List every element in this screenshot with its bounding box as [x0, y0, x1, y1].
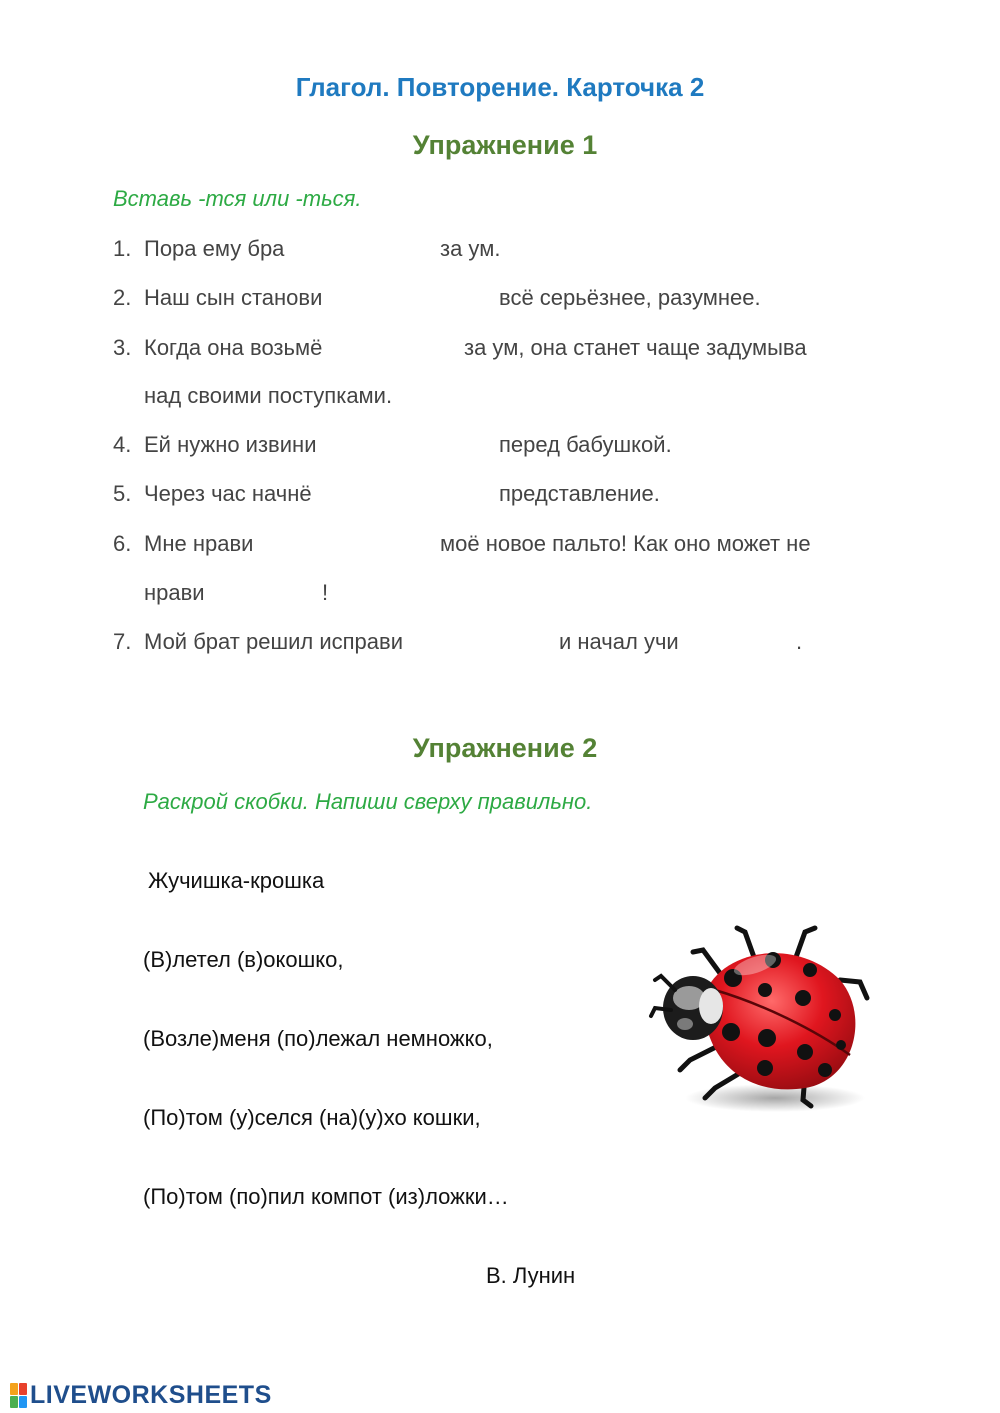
ladybug-icon: [645, 920, 875, 1115]
page-title: Глагол. Повторение. Карточка 2: [295, 72, 705, 102]
item-text: Когда она возьмё: [144, 335, 323, 360]
item-number: 1.: [113, 236, 132, 261]
logo-text: LIVEWORKSHEETS: [30, 1380, 272, 1409]
item-text: .: [796, 629, 803, 654]
item-number: 3.: [113, 335, 132, 360]
item-number: 7.: [113, 629, 132, 654]
item-number: 4.: [113, 432, 132, 457]
item-text: представление.: [499, 481, 660, 506]
item-text: Через час начнё: [144, 481, 312, 506]
item-text: !: [322, 580, 329, 605]
item-number: 2.: [113, 285, 132, 310]
exercise-2-heading: Упражнение 2: [412, 733, 598, 763]
item-text: всё серьёзнее, разумнее.: [499, 285, 761, 310]
poem-line: (По)том (по)пил компот (из)ложки…: [143, 1184, 509, 1209]
exercise-item: [0, 285, 1000, 315]
item-text: за ум.: [440, 236, 501, 261]
item-text: нрави: [144, 580, 205, 605]
item-text: перед бабушкой.: [499, 432, 672, 457]
poem-line: Жучишка-крошка: [148, 868, 325, 893]
item-text: Ей нужно извини: [144, 432, 317, 457]
item-number: 5.: [113, 481, 132, 506]
poem-line: (В)летел (в)окошко,: [143, 947, 344, 972]
exercise-1-heading: Упражнение 1: [412, 130, 598, 160]
item-text: Пора ему бра: [144, 236, 285, 261]
item-text: над своими поступками.: [144, 383, 393, 408]
item-text: и начал учи: [559, 629, 679, 654]
item-text: Наш сын станови: [144, 285, 323, 310]
liveworksheets-logo: [10, 1380, 272, 1410]
poem-line: (По)том (у)селся (на)(у)хо кошки,: [143, 1105, 481, 1130]
exercise-item: [0, 335, 1000, 365]
exercise-item: [0, 531, 1000, 561]
exercise-2-instruction: Раскрой скобки. Напиши сверху правильно.: [143, 789, 593, 814]
exercise-item-continuation: [0, 580, 1000, 610]
exercise-1-instruction: Вставь -тся или -ться.: [113, 186, 362, 211]
exercise-item: [0, 236, 1000, 266]
item-text: Мне нрави: [144, 531, 254, 556]
exercise-item: [0, 432, 1000, 462]
item-number: 6.: [113, 531, 132, 556]
item-text: Мой брат решил исправи: [144, 629, 403, 654]
exercise-item: [0, 629, 1000, 659]
poem-line: (Возле)меня (по)лежал немножко,: [143, 1026, 493, 1051]
item-text: моё новое пальто! Как оно может не: [440, 531, 811, 556]
logo-mark-icon: [10, 1383, 27, 1408]
item-text: за ум, она станет чаще задумыва: [464, 335, 807, 360]
exercise-item: [0, 481, 1000, 511]
poem-author: В. Лунин: [486, 1263, 576, 1288]
